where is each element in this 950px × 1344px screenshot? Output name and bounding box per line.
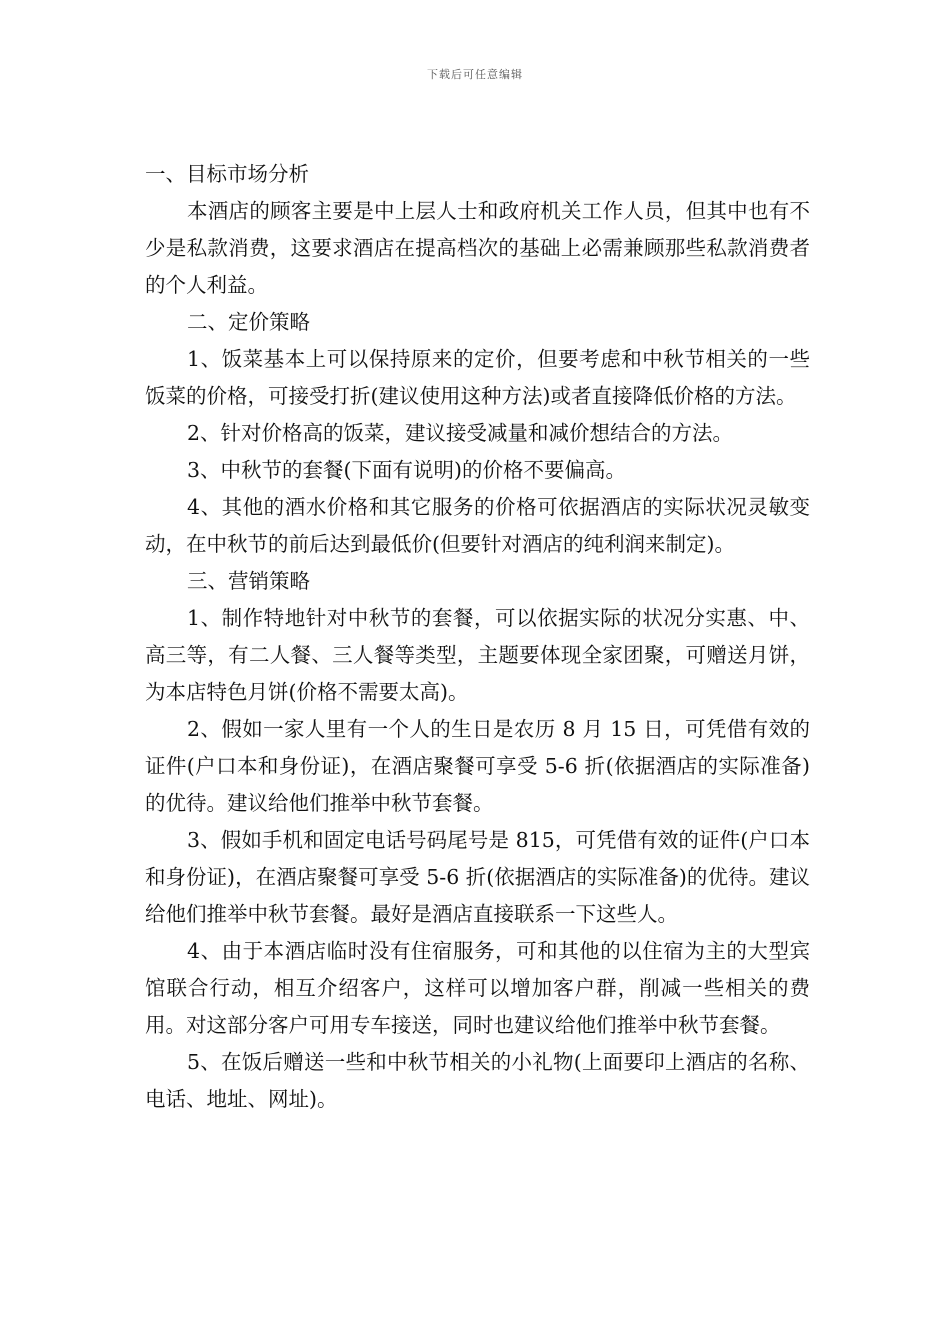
paragraph-pricing-4: 4、其他的酒水价格和其它服务的价格可依据酒店的实际状况灵敏变动，在中秋节的前后达到最低价(但要针对酒店的纯利润来制定)。 — [145, 495, 810, 556]
paragraph-marketing-5: 5、在饭后赠送一些和中秋节相关的小礼物(上面要印上酒店的名称、电话、地址、网址)。 — [145, 1050, 810, 1111]
section-heading-pricing: 二、定价策略 — [187, 310, 310, 334]
section-heading-target-market: 一、目标市场分析 — [145, 162, 309, 186]
page-header: 下载后可任意编辑 — [427, 68, 523, 81]
paragraph-marketing-4: 4、由于本酒店临时没有住宿服务，可和其他的以住宿为主的大型宾馆联合行动，相互介绍客户，这样可以增加客户群，削减一些相关的费用。对这部分客户可用专车接送，同时也建议给他们推举中秋节套餐。 — [145, 939, 810, 1037]
paragraph-customers: 本酒店的顾客主要是中上层人士和政府机关工作人员，但其中也有不少是私款消费，这要求酒店在提高档次的基础上必需兼顾那些私款消费者的个人利益。 — [145, 199, 810, 297]
paragraph-pricing-2: 2、针对价格高的饭菜，建议接受减量和减价想结合的方法。 — [187, 421, 734, 445]
paragraph-marketing-2: 2、假如一家人里有一个人的生日是农历 8 月 15 日，可凭借有效的证件(户口本和身份证)，在酒店聚餐可享受 5-6 折(依据酒店的实际准备)的优待。建议给他们推举中秋节套餐。 — [145, 717, 810, 815]
paragraph-pricing-1: 1、饭菜基本上可以保持原来的定价，但要考虑和中秋节相关的一些饭菜的价格，可接受打折(建议使用这种方法)或者直接降低价格的方法。 — [145, 347, 810, 408]
paragraph-marketing-1: 1、制作特地针对中秋节的套餐，可以依据实际的状况分实惠、中、高三等，有二人餐、三人餐等类型，主题要体现全家团聚，可赠送月饼，为本店特色月饼(价格不需要太高)。 — [145, 606, 810, 704]
paragraph-pricing-3: 3、中秋节的套餐(下面有说明)的价格不要偏高。 — [187, 458, 627, 482]
paragraph-marketing-3: 3、假如手机和固定电话号码尾号是 815，可凭借有效的证件(户口本和身份证)，在酒店聚餐可享受 5-6 折(依据酒店的实际准备)的优待。建议给他们推举中秋节套餐。最好是酒店直接联系一下这些人。 — [145, 828, 810, 926]
document-body — [145, 156, 810, 1118]
section-heading-marketing: 三、营销策略 — [187, 569, 310, 593]
